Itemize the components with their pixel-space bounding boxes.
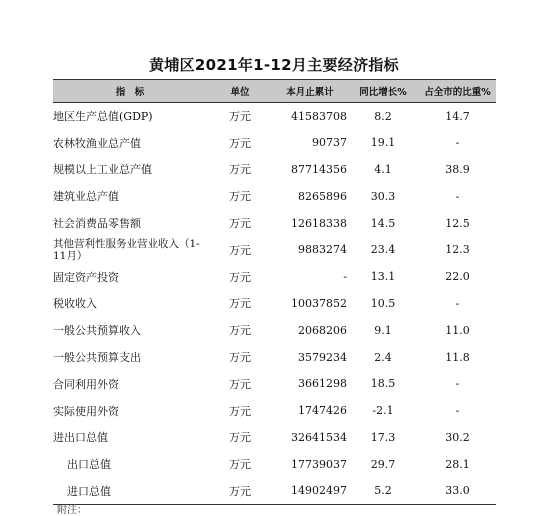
row-cumulative: 8265896 (298, 189, 347, 203)
row-cumulative: 3661298 (298, 377, 347, 391)
table-row (53, 344, 496, 371)
row-unit: 万元 (229, 243, 251, 257)
row-share: 30.2 (445, 430, 470, 444)
row-unit: 万元 (229, 431, 251, 445)
row-name: 进口总值 (53, 478, 207, 505)
table-row (53, 236, 496, 263)
row-name: 合同利用外资 (53, 377, 119, 391)
row-unit: 万元 (229, 351, 251, 365)
table-row (53, 451, 496, 478)
row-unit: 万元 (229, 270, 251, 284)
header-yoy: 同比增长% (347, 80, 419, 103)
row-share: - (455, 136, 460, 150)
row-yoy: 19.1 (370, 136, 396, 150)
row-cumulative: 9883274 (298, 243, 347, 257)
row-share: - (455, 296, 460, 310)
row-unit: 万元 (229, 163, 251, 177)
row-share: 12.5 (445, 216, 470, 230)
table-row (53, 317, 496, 344)
row-cumulative: 14902497 (273, 478, 347, 505)
row-name: 地区生产总值(GDP) (53, 110, 153, 124)
row-name: 一般公共预算收入 (53, 324, 141, 338)
row-yoy: 10.5 (370, 296, 396, 310)
row-cumulative: 12618338 (291, 216, 347, 230)
row-cumulative: 17739037 (291, 457, 347, 471)
row-name: 建筑业总产值 (53, 190, 119, 204)
table-row (53, 263, 496, 290)
row-cumulative: 32641534 (291, 430, 347, 444)
row-yoy: 8.2 (374, 109, 392, 123)
row-name: 其他营利性服务业营业收入（1-11月） (53, 237, 200, 262)
row-unit: 万元 (229, 297, 251, 311)
table-row (53, 103, 496, 130)
row-cumulative: 2068206 (298, 323, 347, 337)
row-share: 11.8 (445, 350, 470, 364)
table-row (53, 156, 496, 183)
row-share: 11.0 (445, 323, 470, 337)
row-cumulative: 41583708 (291, 109, 347, 123)
row-cumulative: 10037852 (291, 296, 347, 310)
table-row (53, 210, 496, 237)
row-share: - (455, 377, 460, 391)
row-cumulative: 1747426 (298, 404, 347, 418)
header-indicator: 指 标 (53, 80, 207, 103)
row-name: 一般公共预算支出 (53, 351, 141, 365)
page-title: 黄埔区2021年1-12月主要经济指标 (149, 56, 399, 74)
row-unit: 万元 (229, 377, 251, 391)
row-name: 进出口总值 (53, 431, 108, 445)
row-yoy: 13.1 (370, 270, 396, 284)
indicator-table (53, 79, 496, 505)
row-share: 33.0 (419, 478, 496, 505)
row-unit: 万元 (229, 324, 251, 338)
row-cumulative: - (343, 270, 347, 284)
row-cumulative: 87714356 (291, 162, 347, 176)
table-row (53, 397, 496, 424)
row-unit: 万元 (229, 404, 251, 418)
row-yoy: 30.3 (370, 189, 396, 203)
header-unit: 单位 (207, 80, 273, 103)
row-name: 社会消费品零售额 (53, 217, 141, 231)
row-yoy: 17.3 (370, 430, 396, 444)
footnote: 附注： (57, 505, 87, 516)
row-name: 实际使用外资 (53, 404, 119, 418)
row-unit: 万元 (229, 136, 251, 150)
row-yoy: 4.1 (374, 162, 392, 176)
row-yoy: 2.4 (374, 350, 392, 364)
row-unit: 万元 (229, 190, 251, 204)
row-name: 出口总值 (67, 458, 111, 472)
table-row (53, 129, 496, 156)
table-row (53, 424, 496, 451)
row-share: 22.0 (445, 270, 470, 284)
row-yoy: 5.2 (347, 478, 419, 505)
header-share: 占全市的比重% (419, 80, 496, 103)
row-yoy: 9.1 (374, 323, 392, 337)
row-unit: 万元 (229, 217, 251, 231)
row-cumulative: 90737 (312, 136, 347, 150)
row-share: 28.1 (445, 457, 470, 471)
header-cumulative: 本月止累计 (273, 80, 347, 103)
row-yoy: -2.1 (372, 404, 394, 418)
row-name: 农林牧渔业总产值 (53, 136, 141, 150)
row-yoy: 23.4 (370, 243, 396, 257)
row-share: 12.3 (445, 243, 470, 257)
table-row (53, 478, 496, 505)
row-yoy: 18.5 (370, 377, 396, 391)
row-share: 38.9 (445, 162, 470, 176)
row-name: 税收收入 (53, 297, 97, 311)
row-share: - (455, 404, 460, 418)
row-unit: 万元 (207, 478, 273, 505)
row-unit: 万元 (229, 110, 251, 124)
row-unit: 万元 (229, 458, 251, 472)
table-row (53, 290, 496, 317)
row-yoy: 14.5 (370, 216, 396, 230)
table-row (53, 370, 496, 397)
row-name: 固定资产投资 (53, 270, 119, 284)
row-share: - (455, 189, 460, 203)
row-share: 14.7 (445, 109, 470, 123)
table-header-row (53, 80, 496, 103)
row-yoy: 29.7 (370, 457, 396, 471)
table-row (53, 183, 496, 210)
row-cumulative: 3579234 (298, 350, 347, 364)
row-name: 规模以上工业总产值 (53, 163, 152, 177)
